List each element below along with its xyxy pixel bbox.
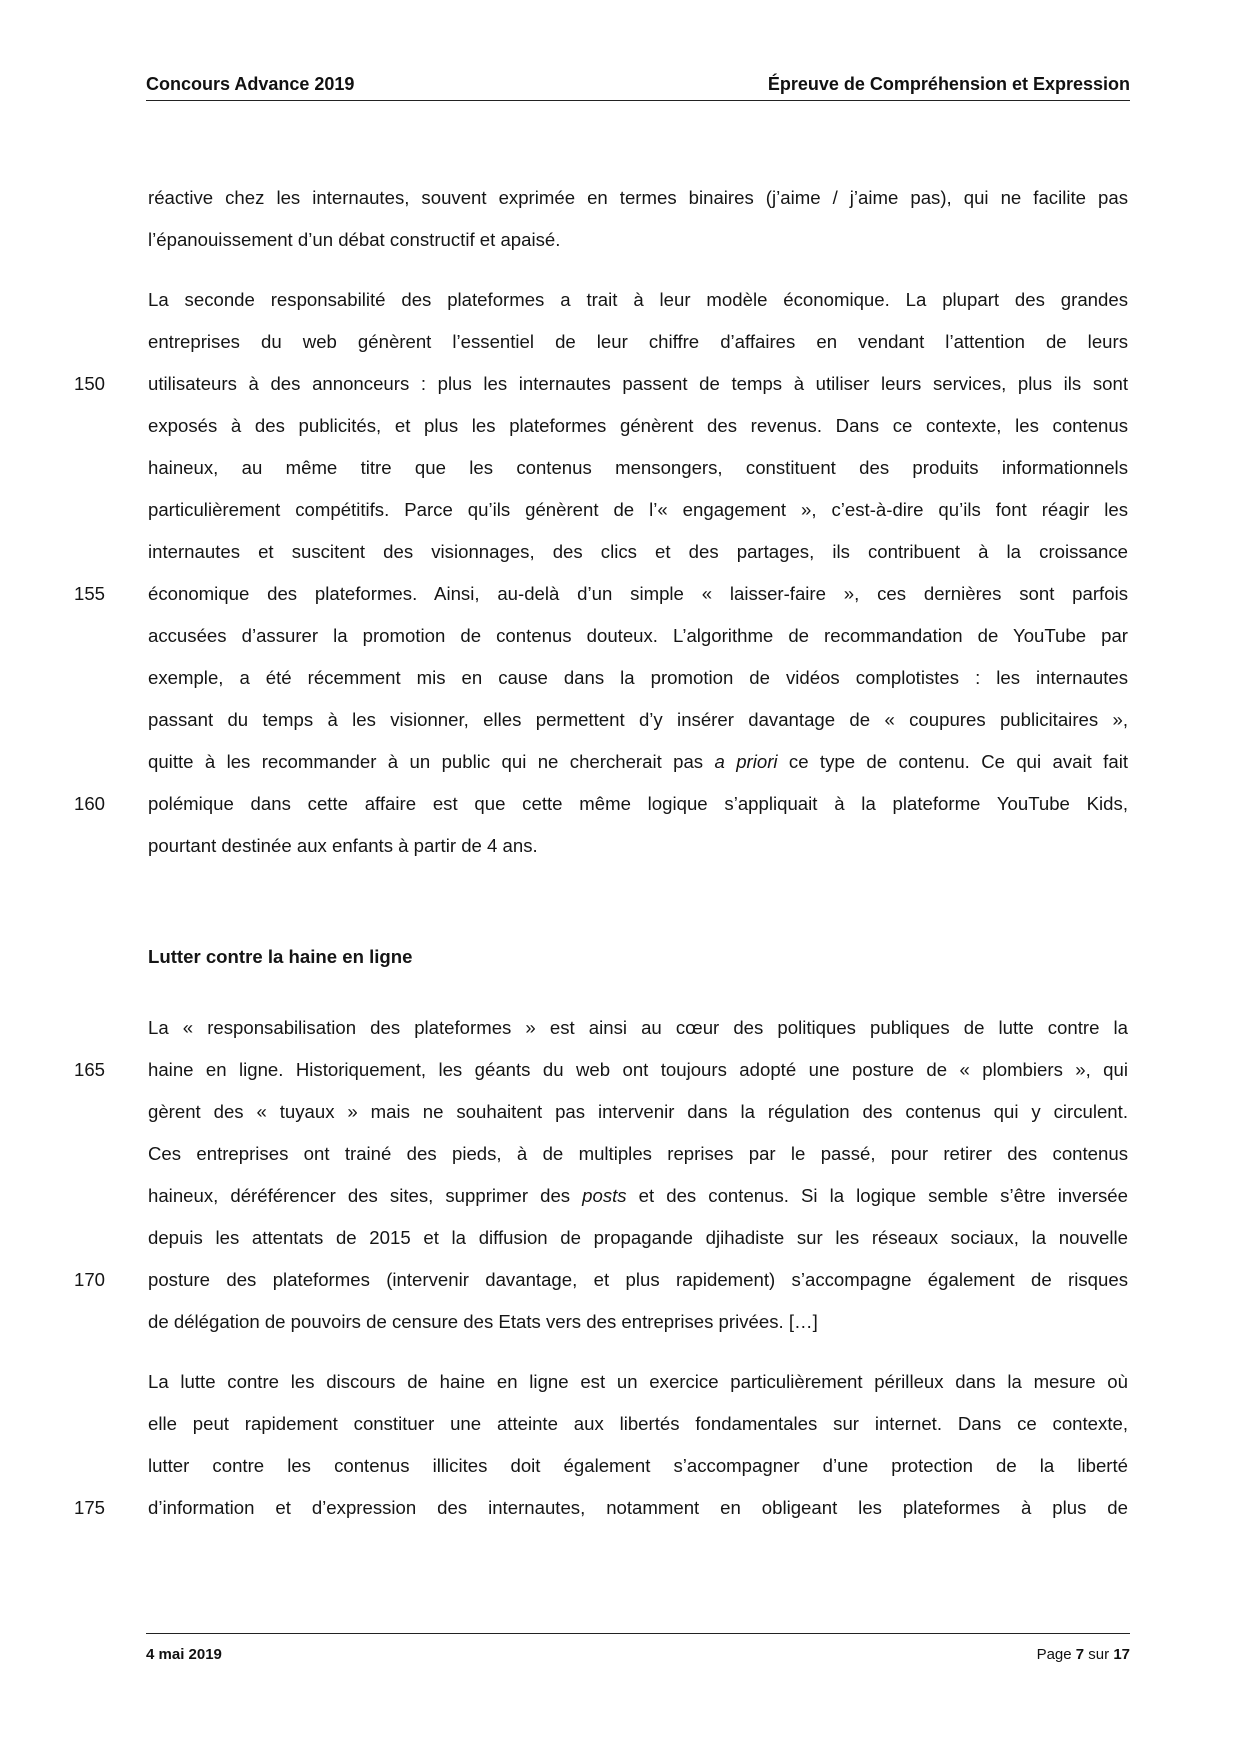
text-line: économique des plateformes. Ainsi, au-delà d’un simple « laisser-faire », ces dernières sont parfois [148, 583, 1128, 604]
text-line: polémique dans cette affaire est que cette même logique s’appliquait à la plateforme YouTube Kids, [148, 793, 1128, 814]
header-section-title: Épreuve de Compréhension et Expression [767, 74, 1130, 94]
line-number: 150 [74, 373, 106, 394]
italic-term: posts [582, 1185, 627, 1206]
text-line: internautes et suscitent des visionnages, des clics et des partages, ils contribuent à la croissance [148, 541, 1128, 562]
paragraph-hate-speech [148, 1361, 1128, 1529]
header-exam-title: Concours Advance 2019 [146, 74, 355, 94]
text-line: haineux, au même titre que les contenus mensongers, constituent des produits informationnels [148, 457, 1128, 478]
text-line: elle peut rapidement constituer une atteinte aux libertés fondamentales sur internet. Dans ce contexte, [148, 1413, 1128, 1434]
text-line: accusées d’assurer la promotion de contenus douteux. L’algorithme de recommandation de YouTube par [148, 625, 1128, 646]
italic-term: a priori [714, 751, 778, 772]
page-total: 17 [1113, 1646, 1130, 1663]
page-current: 7 [1075, 1646, 1085, 1663]
text-line: l’épanouissement d’un débat constructif et apaisé. [148, 229, 561, 250]
section-heading: Lutter contre la haine en ligne [148, 946, 413, 967]
paragraph-continuation [148, 177, 1128, 261]
text-line: pourtant destinée aux enfants à partir de 4 ans. [148, 835, 538, 856]
paragraph-economic-model [148, 279, 1128, 867]
paragraph-platform-responsibility [148, 1007, 1128, 1343]
text-line: posture des plateformes (intervenir davantage, et plus rapidement) s’accompagne également de risques [148, 1269, 1128, 1290]
line-number: 170 [74, 1269, 106, 1290]
text-line: d’information et d’expression des internautes, notamment en obligeant les plateformes à plus de [148, 1497, 1128, 1518]
text-line: utilisateurs à des annonceurs : plus les internautes passent de temps à utiliser leurs services, plus ils sont [148, 373, 1128, 394]
text-line: de délégation de pouvoirs de censure des Etats vers des entreprises privées. […] [148, 1311, 818, 1332]
footer-page-number [1037, 1646, 1130, 1663]
text-line: haineux, déréférencer des sites, supprimer des posts et des contenus. Si la logique semble s’être inversée [148, 1185, 1128, 1206]
text-line: quitte à les recommander à un public qui ne chercherait pas a priori ce type de contenu. Ce qui avait fait [148, 751, 1128, 772]
text-line: La « responsabilisation des plateformes » est ainsi au cœur des politiques publiques de lutte contre la [148, 1017, 1128, 1038]
text-line: exemple, a été récemment mis en cause dans la promotion de vidéos complotistes : les internautes [148, 667, 1128, 688]
page-header [146, 74, 1130, 101]
line-number: 155 [74, 583, 106, 604]
line-number: 160 [74, 793, 106, 814]
text-line: La seconde responsabilité des plateformes a trait à leur modèle économique. La plupart des grandes [148, 289, 1128, 310]
text-line: La lutte contre les discours de haine en ligne est un exercice particulièrement périlleux dans la mesure où [148, 1371, 1128, 1392]
text-line: haine en ligne. Historiquement, les géants du web ont toujours adopté une posture de « plombiers », qui [148, 1059, 1128, 1080]
line-number: 165 [74, 1059, 106, 1080]
text-line: réactive chez les internautes, souvent exprimée en termes binaires (j’aime / j’aime pas), qui ne facilite pas [148, 187, 1128, 208]
text-line: depuis les attentats de 2015 et la diffusion de propagande djihadiste sur les réseaux sociaux, la nouvelle [148, 1227, 1128, 1248]
page-footer [146, 1633, 1130, 1663]
text-line: particulièrement compétitifs. Parce qu’ils génèrent de l’« engagement », c’est-à-dire qu’ils font réagir les [148, 499, 1128, 520]
text-line: gèrent des « tuyaux » mais ne souhaitent pas intervenir dans la régulation des contenus qui y circulent. [148, 1101, 1128, 1122]
page-separator: sur [1088, 1646, 1110, 1663]
page-label: Page [1036, 1646, 1072, 1663]
text-line: lutter contre les contenus illicites doit également s’accompagner d’une protection de la liberté [148, 1455, 1128, 1476]
text-line: Ces entreprises ont trainé des pieds, à de multiples reprises par le passé, pour retirer des contenus [148, 1143, 1128, 1164]
line-number: 175 [74, 1497, 106, 1518]
text-line: exposés à des publicités, et plus les plateformes génèrent des revenus. Dans ce contexte, les contenus [148, 415, 1128, 436]
footer-date: 4 mai 2019 [146, 1646, 222, 1663]
text-line: entreprises du web génèrent l’essentiel de leur chiffre d’affaires en vendant l’attention de leurs [148, 331, 1128, 352]
text-line: passant du temps à les visionner, elles permettent d’y insérer davantage de « coupures publicitaires », [148, 709, 1128, 730]
